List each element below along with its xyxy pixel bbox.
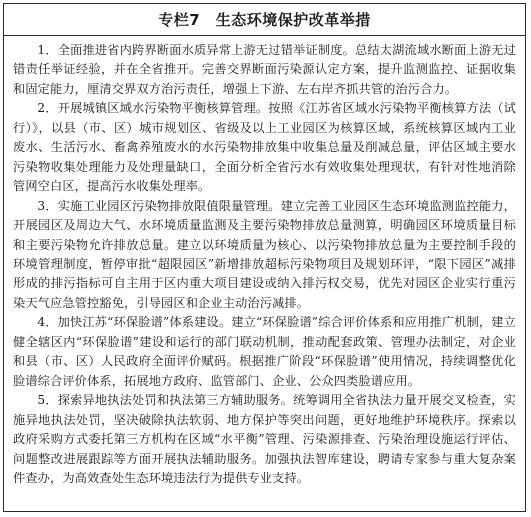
- policy-box: [3, 3, 526, 512]
- box-title: 专栏7 生态环境保护改革举措: [158, 11, 371, 29]
- measure-paragraph-1: 1．全面推进省内跨界断面水质异常上游无过错举证制度。总结太湖流域水断面上游无过错责任举证经验，并在全省推开。完善交界断面污染源认定方案，提升监测监控、证据收集和固定能力，厘清交界双方治污责任，增强上下游、左右岸齐抓共管的治污合力。: [13, 43, 516, 96]
- box-body: [4, 36, 525, 488]
- measure-paragraph-4: 4．加快江苏“环保脸谱”体系建设。建立“环保脸谱”综合评价体系和应用推广机制，建立健全辖区内“环保脸谱”建设和运行的部门联动机制，推动配套政策、管理办法制定，对企业和县（市、区）人民政府全面评价赋码。根据推广阶段“环保脸谱”使用情况，持续调整优化脸谱综合评价体系，拓展地方政府、监管部门、企业、公众四类脸谱应用。: [13, 315, 516, 388]
- measure-paragraph-2: 2．开展城镇区域水污染物平衡核算管理。按照《江苏省区域水污染物平衡核算方法（试行）》，以县（市、区）城市规划区、省级及以上工业园区为核算区域，系统核算区域内工业废水、生活污水、畜禽养殖废水的水污染物排放集中收集总量及削减总量，评估区域主要水污染物收集处理能力及处理量缺口，全面分析全省污水有效收集处理现状，有针对性地消除管网空白区，提高污水收集处理率。: [13, 101, 516, 194]
- measure-paragraph-3: 3．实施工业园区污染物排放限值限量管理。建立完善工业园区生态环境监测监控能力，开展园区及周边大气、水环境质量监测及主要污染物排放总量测算，明确园区环境质量目标和主要污染物允许排放总量。建立以环境质量为核心、以污染物排放总量为主要控制手段的环境管理制度，暂停审批“超限园区”新增排放超标污染物项目及规划环评，“限下园区”减排形成的排污指标可自主用于区内重大项目建设或纳入排污权交易，优先对园区企业实行重污染天气应急管控豁免，引导园区和企业主动治污减排。: [13, 198, 516, 310]
- measure-paragraph-5: 5．探索异地执法处罚和执法第三方辅助服务。统筹调用全省执法力量开展交叉检查，实施异地执法处罚，坚决破除执法软弱、地方保护等突出问题，更好地维护环境秩序。探索以政府采购方式委托第三方机构在区域“水平衡”管理、污染源排查、污染治理设施运行评估、问题整改进展跟踪等方面开展执法辅助服务。加强执法智库建设，聘请专家参与重大复杂案件查办，为高效查处生态环境违法行为提供专业支持。: [13, 393, 516, 485]
- box-header: [4, 4, 525, 36]
